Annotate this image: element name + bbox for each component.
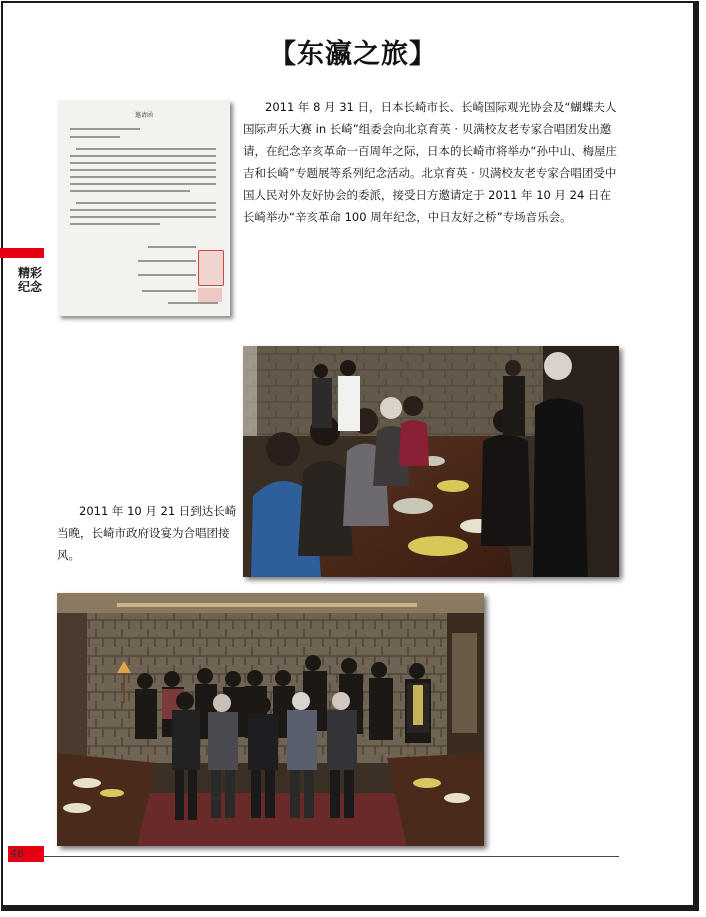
letter-line [148, 246, 196, 248]
letter-line [70, 223, 160, 225]
red-seal-stamp [198, 250, 224, 286]
photo-caption: 2011 年 10 月 21 日到达长崎当晚，长崎市政府设宴为合唱团接风。 [57, 504, 237, 562]
letter-line [138, 274, 196, 276]
letter-line [70, 176, 216, 178]
letter-line [70, 128, 140, 130]
letter-line [70, 136, 120, 138]
invitation-letter-image [58, 100, 230, 316]
letter-line [70, 183, 216, 185]
letter-line [70, 216, 216, 218]
letter-line [70, 155, 216, 157]
letter-line [76, 148, 216, 150]
side-red-tab [0, 248, 44, 258]
letter-line [70, 169, 216, 171]
page-title: 【东瀛之旅】 [269, 39, 437, 70]
letter-line [168, 302, 218, 304]
letter-line [138, 260, 196, 262]
letter-line [76, 202, 216, 204]
red-seal-stamp [198, 288, 222, 302]
page-number: 46 [10, 847, 24, 860]
side-label: 精彩纪念 [18, 266, 43, 294]
footer-rule [44, 856, 619, 857]
letter-line [142, 290, 196, 292]
letter-line [70, 162, 216, 164]
letter-line [70, 190, 190, 192]
letter-heading: 邀请函 [134, 112, 153, 119]
group-photo [57, 593, 484, 846]
letter-line [70, 209, 216, 211]
banquet-photo [243, 346, 619, 577]
intro-paragraph: 2011 年 8 月 31 日，日本长崎市长、长崎国际观光协会及“蝴蝶夫人国际声乐大赛 in 长崎”组委会向北京育英 · 贝满校友老专家合唱团发出邀请，在纪念辛亥革命一百周年之际，日本的长崎市将举办“孙中山、梅屋庄吉和长崎”专题展等系列纪念活动。北京育英 · 贝满校友老专家合唱团受中国人民对外友好协会的委派，接受日方邀请定于 2011 年 10 月 24 日在长崎举办“辛亥革命 100 周年纪念，中日友好之桥”专场音乐会。 [243, 100, 617, 224]
